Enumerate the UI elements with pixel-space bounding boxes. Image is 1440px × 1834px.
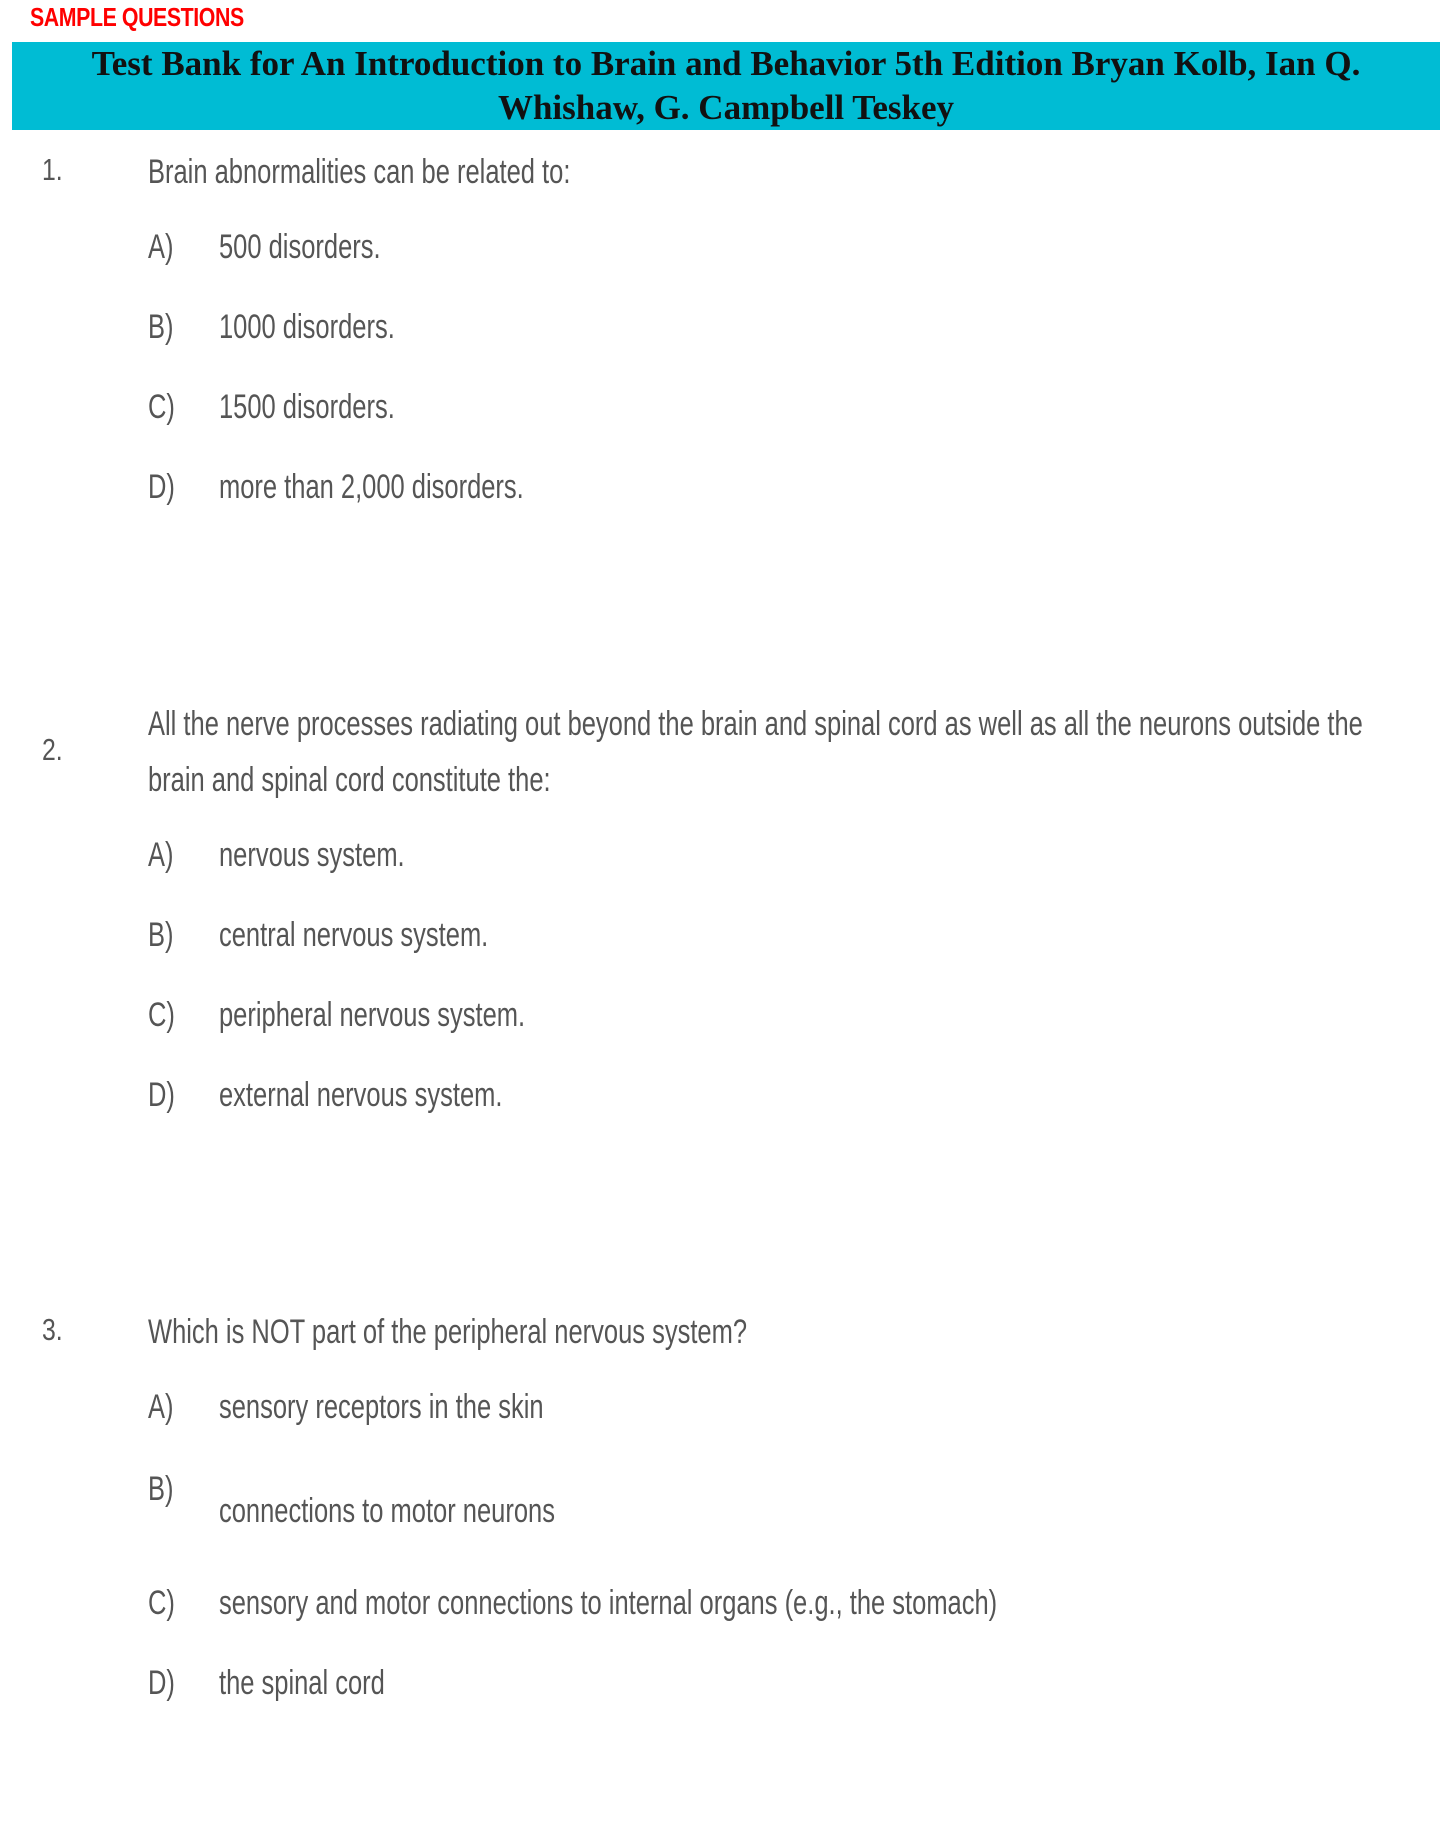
option-text: more than 2,000 disorders. [219,468,524,506]
title-banner [12,42,1440,130]
sample-questions-label: SAMPLE QUESTIONS [30,2,244,32]
option-letter: B) [148,916,174,954]
option-b [148,916,1348,960]
option-d [148,468,1348,512]
question-number: 3. [42,1312,63,1347]
option-letter: A) [148,1388,174,1426]
option-c [148,996,1348,1040]
option-text: 1500 disorders. [219,388,395,426]
option-text: central nervous system. [219,916,489,954]
option-b [148,1470,1348,1530]
option-text: sensory and motor connections to internal organs (e.g., the stomach) [219,1584,998,1622]
question-number: 2. [42,732,63,767]
option-c [148,388,1348,432]
option-letter: D) [148,468,175,506]
question-text: Which is NOT part of the peripheral nervous system? [148,1313,748,1351]
option-letter: A) [148,836,174,874]
option-b [148,308,1348,352]
option-text: 500 disorders. [219,228,381,266]
option-text: nervous system. [219,836,405,874]
option-letter: D) [148,1076,175,1114]
option-a [148,836,1348,880]
option-a [148,1388,1348,1432]
option-letter: A) [148,228,174,266]
option-c [148,1584,1348,1628]
option-d [148,1664,1348,1708]
question-text: Brain abnormalities can be related to: [148,153,571,191]
question-text: All the nerve processes radiating out beyond the brain and spinal cord as well as all the neurons outside the brain and spinal cord constitute the: [148,705,1363,799]
option-a [148,228,1348,272]
option-letter: B) [148,308,174,346]
option-letter: C) [148,1584,175,1622]
option-letter: D) [148,1664,175,1702]
question-number: 1. [42,152,63,187]
option-text: external nervous system. [219,1076,503,1114]
option-text: 1000 disorders. [219,308,395,346]
option-d [148,1076,1348,1120]
option-text: peripheral nervous system. [219,996,526,1034]
option-letter: C) [148,996,175,1034]
option-text: the spinal cord [219,1664,385,1702]
option-text: connections to motor neurons [219,1492,555,1530]
option-letter: B) [148,1470,174,1508]
option-text: sensory receptors in the skin [219,1388,544,1426]
option-letter: C) [148,388,175,426]
page-title: Test Bank for An Introduction to Brain and Behavior 5th Edition Bryan Kolb, Ian Q. Whishaw, G. Campbell Teskey [91,44,1361,127]
